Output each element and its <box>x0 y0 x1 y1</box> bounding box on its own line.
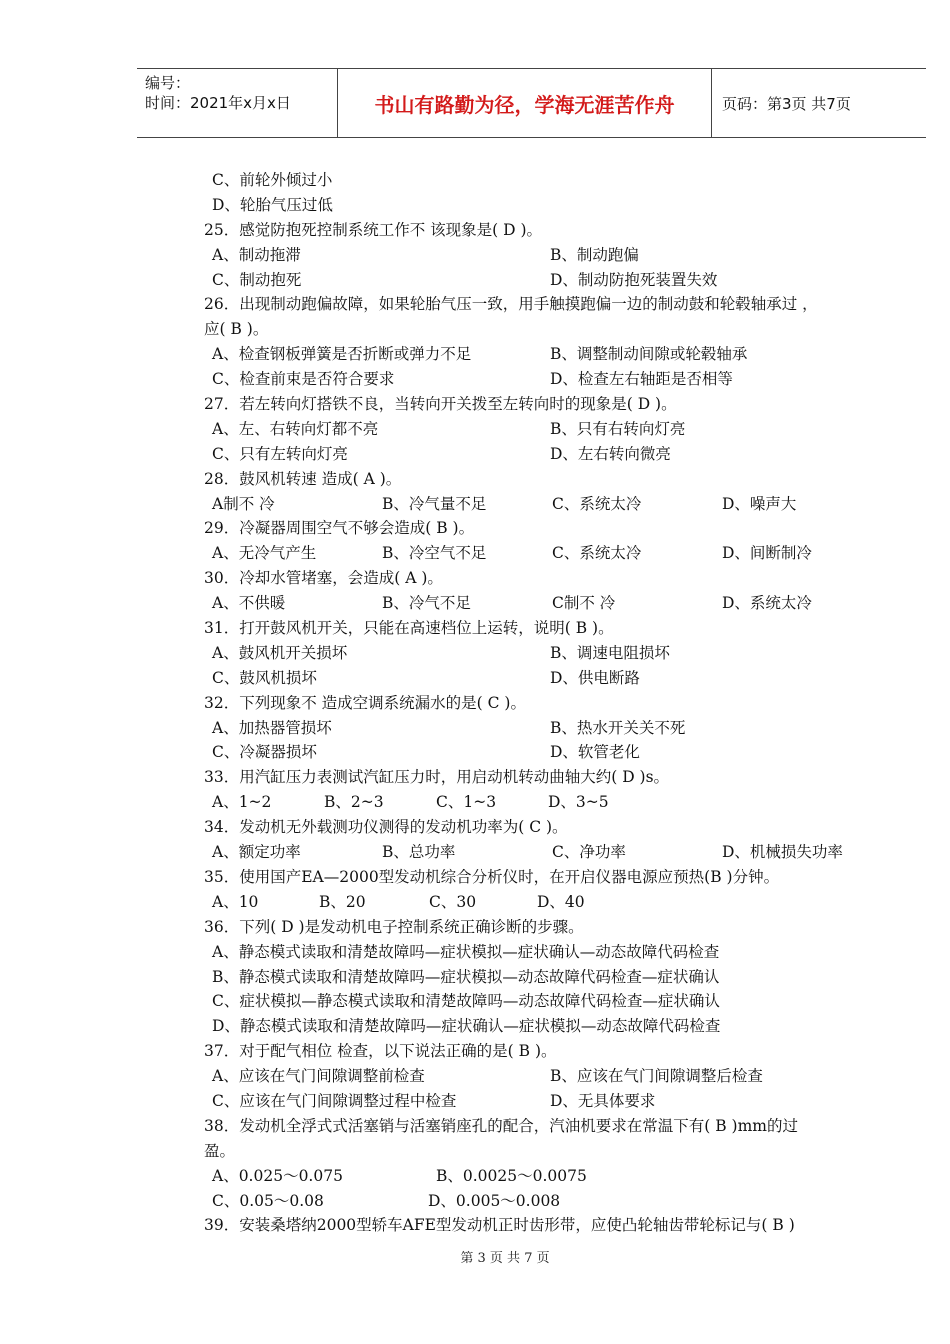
question-line <box>204 691 884 716</box>
line-text: 27．若左转向灯搭铁不良，当转向开关拨至左转向时的现象是( D )。 <box>204 395 677 414</box>
line-text: D、制动防抱死装置失效 <box>550 270 718 289</box>
line-text: D、检查左右轴距是否相等 <box>550 370 733 389</box>
question-line <box>204 218 884 243</box>
question-line <box>204 392 884 417</box>
answer-option-row <box>204 268 884 293</box>
line-text: 36．下列( D )是发动机电子控制系统正确诊断的步骤。 <box>204 917 584 936</box>
answer-option-row <box>204 1164 884 1189</box>
line-text: 39．安装桑塔纳2000型轿车AFE型发动机正时齿形带，应使凸轮轴齿带轮标记与( B ) <box>204 1216 795 1235</box>
answer-option-row <box>204 716 884 741</box>
line-text: D、系统太冷 <box>722 594 812 613</box>
line-text: D、供电断路 <box>550 668 640 687</box>
answer-option-row <box>204 1064 884 1089</box>
document-body <box>204 168 884 1238</box>
answer-option-row <box>204 890 884 915</box>
question-line <box>204 915 884 940</box>
question-line <box>204 1139 884 1164</box>
line-text: B、冷气不足 <box>382 594 471 613</box>
line-text: B、20 <box>319 892 366 911</box>
line-text: C、前轮外倾过小 <box>212 171 333 189</box>
line-text: D、3~5 <box>548 793 609 812</box>
line-text: C、检查前束是否符合要求 <box>212 370 395 389</box>
line-text: C、制动抱死 <box>212 270 302 289</box>
line-text: D、静态模式读取和清楚故障吗—症状确认—症状模拟—动态故障代码检查 <box>212 1017 721 1036</box>
line-text: A、0.025～0.075 <box>212 1166 343 1185</box>
line-text: C、系统太冷 <box>552 544 642 563</box>
line-text: 应( B )。 <box>204 320 269 339</box>
line-text: B、冷气量不足 <box>382 494 487 513</box>
answer-option-row <box>204 965 884 990</box>
line-text: 29．冷凝器周围空气不够会造成( B )。 <box>204 519 475 538</box>
line-text: 33．用汽缸压力表测试汽缸压力时，用启动机转动曲轴大约( D )s。 <box>204 768 670 787</box>
line-text: A、鼓风机开关损坏 <box>212 643 348 662</box>
line-text: B、总功率 <box>382 843 456 862</box>
line-text: C、冷凝器损坏 <box>212 743 317 762</box>
question-line <box>204 865 884 890</box>
line-text: B、只有右转向灯亮 <box>550 419 686 438</box>
line-text: A、10 <box>212 892 259 911</box>
line-text: 26．出现制动跑偏故障，如果轮胎气压一致，用手触摸跑偏一边的制动鼓和轮毂轴承过 ， <box>204 295 818 314</box>
line-text: A、加热器管损坏 <box>212 718 332 737</box>
answer-option-row <box>204 417 884 442</box>
answer-option-row <box>204 1089 884 1114</box>
line-text: 38．发动机全浮式式活塞销与活塞销座孔的配合，汽油机要求在常温下有( B )mm的过 <box>204 1116 798 1135</box>
line-text: 35．使用国产EA—2000型发动机综合分析仪时，在开启仪器电源应预热(B )分钟。 <box>204 867 780 886</box>
answer-option-row <box>204 492 884 517</box>
answer-option-row <box>204 442 884 467</box>
answer-option-row <box>204 1189 884 1214</box>
question-line <box>204 516 884 541</box>
line-text: B、调整制动间隙或轮毂轴承 <box>550 345 748 364</box>
line-text: C、只有左转向灯亮 <box>212 444 348 463</box>
answer-option-row <box>204 641 884 666</box>
header-meta <box>137 69 338 137</box>
answer-option-row <box>204 342 884 367</box>
line-text: 28．鼓风机转速 造成( A )。 <box>204 469 402 488</box>
line-text: B、调速电阻损坏 <box>550 643 670 662</box>
question-line <box>204 815 884 840</box>
footer-page-number: 第 3 页 共 7 页 <box>460 1251 550 1266</box>
header-page-label: 页码：第3页 共7页 <box>722 94 851 113</box>
line-text: 30．冷却水管堵塞，会造成( A )。 <box>204 569 443 588</box>
answer-option-row <box>204 541 884 566</box>
line-text: A、应该在气门间隙调整前检查 <box>212 1067 425 1086</box>
line-text: D、40 <box>537 892 585 911</box>
question-line <box>204 616 884 641</box>
answer-option-row <box>204 790 884 815</box>
question-line <box>204 292 884 317</box>
line-text: 25．感觉防抱死控制系统工作不 该现象是( D )。 <box>204 220 543 239</box>
question-line <box>204 467 884 492</box>
question-line <box>204 1213 884 1238</box>
line-text: B、热水开关关不死 <box>550 718 686 737</box>
number-label: 编号： <box>145 74 191 92</box>
line-text: C、系统太冷 <box>552 494 642 513</box>
line-text: D、间断制冷 <box>722 544 812 563</box>
answer-option-row <box>204 989 884 1014</box>
answer-option-row <box>204 1014 884 1039</box>
page-footer <box>0 1247 950 1266</box>
line-text: A、1~2 <box>212 793 272 812</box>
line-text: A、静态模式读取和清楚故障吗—症状模拟—症状确认—动态故障代码检查 <box>212 942 720 961</box>
line-text: A、左、右转向灯都不亮 <box>212 419 379 438</box>
line-text: A、制动拖滞 <box>212 245 301 264</box>
question-line <box>204 1039 884 1064</box>
line-text: 31．打开鼓风机开关，只能在高速档位上运转，说明( B )。 <box>204 619 614 638</box>
line-text: D、噪声大 <box>722 494 797 513</box>
question-line <box>204 765 884 790</box>
question-line <box>204 317 884 342</box>
line-text: 32．下列现象不 造成空调系统漏水的是( C )。 <box>204 693 526 712</box>
time-label: 时间：2021年x月x日 <box>145 94 291 112</box>
line-text: D、软管老化 <box>550 743 640 762</box>
line-text: D、0.005～0.008 <box>428 1191 561 1210</box>
answer-option-row <box>204 666 884 691</box>
answer-option-row <box>204 243 884 268</box>
line-text: A、无冷气产生 <box>212 544 317 563</box>
line-text: D、轮胎气压过低 <box>212 195 333 214</box>
page-header <box>137 68 926 138</box>
line-text: B、2~3 <box>324 793 384 812</box>
answer-option-row <box>204 168 884 193</box>
answer-option-row <box>204 740 884 765</box>
line-text: 盈。 <box>204 1141 236 1160</box>
line-text: D、机械损失功率 <box>722 843 843 862</box>
line-text: C、0.05～0.08 <box>212 1191 324 1210</box>
line-text: C、1~3 <box>436 793 497 812</box>
line-text: A、检查钢板弹簧是否折断或弹力不足 <box>212 345 472 364</box>
line-text: B、0.0025～0.0075 <box>436 1166 587 1185</box>
line-text: 34．发动机无外载测功仪测得的发动机功率为( C )。 <box>204 818 568 837</box>
line-text: B、冷空气不足 <box>382 544 487 563</box>
line-text: D、无具体要求 <box>550 1091 656 1110</box>
line-text: C、净功率 <box>552 843 626 862</box>
answer-option-row <box>204 940 884 965</box>
answer-option-row <box>204 367 884 392</box>
line-text: A制不 冷 <box>212 494 275 513</box>
question-line <box>204 1114 884 1139</box>
line-text: B、静态模式读取和清楚故障吗—症状模拟—动态故障代码检查—症状确认 <box>212 967 720 986</box>
line-text: B、应该在气门间隙调整后检查 <box>550 1067 763 1086</box>
line-text: C制不 冷 <box>552 594 616 613</box>
header-motto: 书山有路勤为径，学海无涯苦作舟 <box>338 69 712 137</box>
line-text: C、鼓风机损坏 <box>212 668 317 687</box>
line-text: C、应该在气门间隙调整过程中检查 <box>212 1091 457 1110</box>
line-text: A、额定功率 <box>212 843 301 862</box>
line-text: B、制动跑偏 <box>550 245 639 264</box>
line-text: A、不供暖 <box>212 594 286 613</box>
answer-option-row <box>204 591 884 616</box>
question-line <box>204 566 884 591</box>
line-text: C、症状模拟—静态模式读取和清楚故障吗—动态故障代码检查—症状确认 <box>212 992 720 1011</box>
answer-option-row <box>204 840 884 865</box>
line-text: 37．对于配气相位 检查，以下说法正确的是( B )。 <box>204 1042 557 1061</box>
line-text: C、30 <box>429 892 477 911</box>
line-text: D、左右转向微亮 <box>550 444 671 463</box>
answer-option-row <box>204 193 884 218</box>
